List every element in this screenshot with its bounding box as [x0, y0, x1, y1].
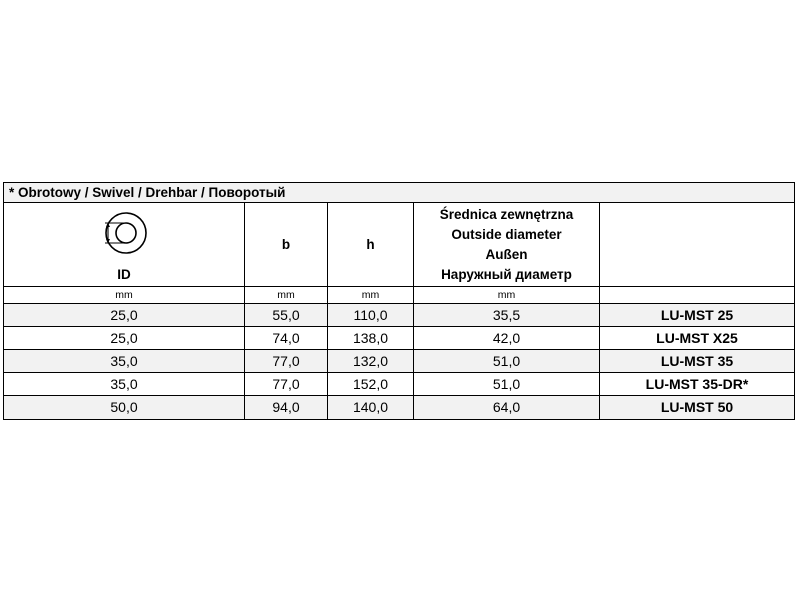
- cell-id: 35,0: [4, 373, 245, 396]
- cell-od: 35,5: [414, 304, 600, 327]
- unit-h: mm: [328, 287, 414, 304]
- header-row: [4, 203, 794, 287]
- ring-inner-diameter-icon: [4, 211, 244, 255]
- header-id-label: ID: [117, 267, 131, 282]
- header-id: [4, 203, 245, 287]
- cell-b: 94,0: [245, 396, 328, 419]
- header-od-line-en: Outside diameter: [451, 226, 562, 242]
- unit-od: mm: [414, 287, 600, 304]
- cell-id: 25,0: [4, 327, 245, 350]
- cell-h: 138,0: [328, 327, 414, 350]
- unit-code: [600, 287, 794, 304]
- cell-b: 77,0: [245, 350, 328, 373]
- cell-b: 55,0: [245, 304, 328, 327]
- unit-id: mm: [4, 287, 245, 304]
- cell-h: 110,0: [328, 304, 414, 327]
- cell-code: LU-MST 35: [600, 350, 794, 373]
- cell-id: 25,0: [4, 304, 245, 327]
- table-row: [4, 350, 794, 373]
- cell-code: LU-MST 50: [600, 396, 794, 419]
- cell-code: LU-MST 35-DR*: [600, 373, 794, 396]
- table-title: * Obrotowy / Swivel / Drehbar / Поворотый: [4, 183, 794, 203]
- cell-h: 140,0: [328, 396, 414, 419]
- cell-od: 51,0: [414, 350, 600, 373]
- cell-id: 50,0: [4, 396, 245, 419]
- cell-id: 35,0: [4, 350, 245, 373]
- header-h: h: [328, 203, 414, 287]
- table-row: [4, 373, 794, 396]
- table-row: [4, 304, 794, 327]
- unit-b: mm: [245, 287, 328, 304]
- cell-od: 42,0: [414, 327, 600, 350]
- cell-b: 77,0: [245, 373, 328, 396]
- header-outside-diameter: [414, 203, 600, 287]
- header-od-line-pl: Średnica zewnętrzna: [439, 206, 574, 222]
- header-od-line-de: Außen: [485, 246, 528, 262]
- dimension-table: [3, 182, 795, 420]
- cell-b: 74,0: [245, 327, 328, 350]
- cell-h: 152,0: [328, 373, 414, 396]
- units-row: [4, 287, 794, 304]
- cell-od: 64,0: [414, 396, 600, 419]
- table-row: [4, 396, 794, 419]
- table-row: [4, 327, 794, 350]
- header-code: [600, 203, 794, 287]
- cell-code: LU-MST X25: [600, 327, 794, 350]
- cell-od: 51,0: [414, 373, 600, 396]
- cell-code: LU-MST 25: [600, 304, 794, 327]
- header-od-line-ru: Наружный диаметр: [441, 266, 572, 282]
- cell-h: 132,0: [328, 350, 414, 373]
- header-b: b: [245, 203, 328, 287]
